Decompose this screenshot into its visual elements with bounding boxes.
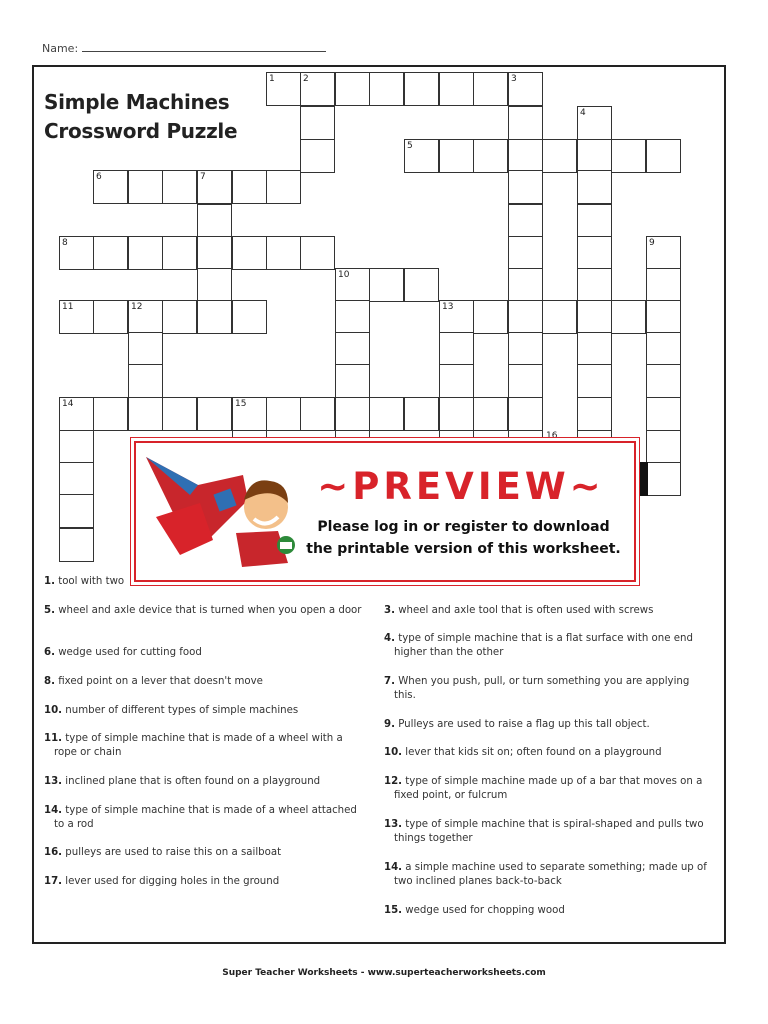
crossword-cell[interactable] <box>439 72 474 106</box>
crossword-cell[interactable] <box>197 236 232 270</box>
crossword-cell[interactable] <box>197 170 232 204</box>
crossword-cell[interactable] <box>232 300 267 334</box>
crossword-cell[interactable] <box>577 139 612 173</box>
clue-item <box>44 732 362 760</box>
clue-text: inclined plane that is often found on a playground <box>62 776 321 787</box>
preview-message-line-2: the printable version of this worksheet. <box>306 541 621 557</box>
clue-text: type of simple machine that is a flat surface with one end higher than the other <box>394 633 693 658</box>
clue-item <box>384 746 714 760</box>
clue-item <box>44 846 362 860</box>
clue-number: 10. <box>384 747 403 758</box>
clue-number: 8. <box>44 676 55 687</box>
cell-number: 16 <box>546 431 558 441</box>
clue-number: 17. <box>44 876 63 887</box>
crossword-cell[interactable] <box>197 204 232 238</box>
crossword-cell[interactable] <box>197 268 232 302</box>
clue-item <box>384 604 714 618</box>
crossword-cell[interactable] <box>439 364 474 398</box>
clue-number: 3. <box>384 605 395 616</box>
superhero-mascot-icon <box>138 445 303 580</box>
crossword-cell[interactable] <box>404 139 439 173</box>
cell-number: 9 <box>649 238 655 248</box>
crossword-cell[interactable] <box>508 300 543 334</box>
crossword-cell[interactable] <box>59 494 94 528</box>
clue-number: 16. <box>44 847 63 858</box>
clue-text: When you push, pull, or turn something you are applying this. <box>394 676 690 701</box>
clue-item <box>44 704 362 718</box>
crossword-cell[interactable] <box>439 139 474 173</box>
clue-text: type of simple machine that is made of a wheel attached to a rod <box>54 805 357 830</box>
clue-text: number of different types of simple machines <box>62 705 299 716</box>
clue-item <box>384 904 714 918</box>
cell-number: 3 <box>511 74 517 84</box>
clue-number: 14. <box>44 805 63 816</box>
clue-number: 1. <box>44 576 55 587</box>
clue-number: 9. <box>384 719 395 730</box>
crossword-cell[interactable] <box>508 268 543 302</box>
crossword-cell[interactable] <box>162 170 197 204</box>
crossword-cell[interactable] <box>611 300 646 334</box>
clue-number: 11. <box>44 733 63 744</box>
clue-number: 4. <box>384 633 395 644</box>
crossword-cell[interactable] <box>93 300 128 334</box>
crossword-cell[interactable] <box>439 300 474 334</box>
crossword-cell[interactable] <box>508 332 543 366</box>
cell-number: 2 <box>303 74 309 84</box>
cell-number: 7 <box>200 172 206 182</box>
crossword-cell[interactable] <box>335 300 370 334</box>
crossword-cell[interactable] <box>266 397 301 431</box>
clue-item <box>384 675 714 703</box>
clue-item <box>44 646 362 660</box>
clue-item <box>44 804 362 832</box>
clue-text: wedge used for cutting food <box>54 647 202 658</box>
crossword-cell[interactable] <box>646 139 681 173</box>
crossword-cell[interactable] <box>577 236 612 270</box>
preview-banner[interactable] <box>134 441 636 582</box>
crossword-cell[interactable] <box>646 268 681 302</box>
clue-item <box>384 861 714 889</box>
crossword-cell[interactable] <box>335 332 370 366</box>
clue-number: 13. <box>44 776 63 787</box>
clue-number: 7. <box>384 676 395 687</box>
crossword-cell[interactable] <box>266 72 301 106</box>
clue-number: 6. <box>44 647 55 658</box>
title-line-1: Simple Machines <box>44 90 230 114</box>
crossword-cell[interactable] <box>266 236 301 270</box>
crossword-cell[interactable] <box>128 332 163 366</box>
crossword-cell[interactable] <box>59 300 94 334</box>
crossword-cell[interactable] <box>577 300 612 334</box>
clue-text: type of simple machine made up of a bar that moves on a fixed point, or fulcrum <box>394 776 703 801</box>
crossword-cell[interactable] <box>197 300 232 334</box>
crossword-cell[interactable] <box>59 430 94 464</box>
clue-text: a simple machine used to separate something; made up of two inclined planes back-to-back <box>394 862 707 887</box>
crossword-cell[interactable] <box>300 139 335 173</box>
crossword-cell[interactable] <box>335 72 370 106</box>
cell-number: 11 <box>62 302 74 312</box>
crossword-cell[interactable] <box>646 430 681 464</box>
clue-item <box>44 604 362 618</box>
crossword-cell[interactable] <box>93 397 128 431</box>
crossword-cell[interactable] <box>508 204 543 238</box>
cell-number: 6 <box>96 172 102 182</box>
crossword-cell[interactable] <box>93 236 128 270</box>
clue-number: 14. <box>384 862 403 873</box>
cell-number: 14 <box>62 399 74 409</box>
clue-text: wedge used for chopping wood <box>402 905 565 916</box>
black-cell <box>636 462 648 496</box>
crossword-cell[interactable] <box>404 268 439 302</box>
crossword-cell[interactable] <box>439 332 474 366</box>
crossword-cell[interactable] <box>577 170 612 204</box>
crossword-cell[interactable] <box>128 300 163 334</box>
crossword-cell[interactable] <box>577 268 612 302</box>
cell-number: 5 <box>407 141 413 151</box>
crossword-cell[interactable] <box>369 72 404 106</box>
crossword-cell[interactable] <box>473 397 508 431</box>
crossword-cell[interactable] <box>59 528 94 562</box>
cell-number: 8 <box>62 238 68 248</box>
crossword-cell[interactable] <box>473 300 508 334</box>
crossword-cell[interactable] <box>128 170 163 204</box>
cell-number: 4 <box>580 108 586 118</box>
clue-text: type of simple machine that is spiral-shaped and pulls two things together <box>394 819 704 844</box>
crossword-cell[interactable] <box>508 139 543 173</box>
cell-number: 1 <box>269 74 275 84</box>
crossword-cell[interactable] <box>300 236 335 270</box>
preview-heading: ~PREVIEW~ <box>317 465 605 508</box>
crossword-cell[interactable] <box>439 397 474 431</box>
crossword-cell[interactable] <box>577 106 612 140</box>
clue-number: 12. <box>384 776 403 787</box>
crossword-cell[interactable] <box>300 106 335 140</box>
crossword-cell[interactable] <box>577 397 612 431</box>
crossword-cell[interactable] <box>646 397 681 431</box>
clue-text: type of simple machine that is made of a wheel with a rope or chain <box>54 733 343 758</box>
crossword-cell[interactable] <box>197 397 232 431</box>
clue-text: fixed point on a lever that doesn't move <box>54 676 263 687</box>
clue-text: lever used for digging holes in the ground <box>62 876 280 887</box>
clue-item <box>384 718 714 732</box>
crossword-cell[interactable] <box>300 397 335 431</box>
crossword-cell[interactable] <box>300 72 335 106</box>
clue-number: 10. <box>44 705 63 716</box>
clue-text: lever that kids sit on; often found on a playground <box>402 747 662 758</box>
crossword-cell[interactable] <box>473 139 508 173</box>
clue-item <box>384 632 714 660</box>
crossword-cell[interactable] <box>162 397 197 431</box>
title-line-2: Crossword Puzzle <box>44 119 238 143</box>
clue-number: 13. <box>384 819 403 830</box>
clue-text: wheel and axle device that is turned when you open a door <box>54 605 362 616</box>
crossword-cell[interactable] <box>646 300 681 334</box>
crossword-cell[interactable] <box>232 170 267 204</box>
clue-text: pulleys are used to raise this on a sailboat <box>62 847 282 858</box>
crossword-cell[interactable] <box>128 397 163 431</box>
crossword-cell[interactable] <box>266 170 301 204</box>
clue-text: tool with two <box>54 576 125 587</box>
crossword-cell[interactable] <box>59 462 94 496</box>
clue-number: 5. <box>44 605 55 616</box>
crossword-cell[interactable] <box>508 364 543 398</box>
crossword-cell[interactable] <box>232 397 267 431</box>
crossword-cell[interactable] <box>542 139 577 173</box>
clue-text: wheel and axle tool that is often used with screws <box>394 605 654 616</box>
crossword-cell[interactable] <box>508 106 543 140</box>
cell-number: 13 <box>442 302 454 312</box>
cell-number: 15 <box>235 399 247 409</box>
crossword-cell[interactable] <box>508 72 543 106</box>
crossword-cell[interactable] <box>128 364 163 398</box>
clue-item <box>44 875 362 889</box>
clue-item <box>44 675 362 689</box>
crossword-cell[interactable] <box>404 397 439 431</box>
name-label: Name: <box>42 42 79 55</box>
cell-number: 10 <box>338 270 350 280</box>
crossword-cell[interactable] <box>335 364 370 398</box>
crossword-cell[interactable] <box>646 462 681 496</box>
footer-credit: Super Teacher Worksheets - www.superteacherworksheets.com <box>222 968 546 978</box>
crossword-cell[interactable] <box>542 300 577 334</box>
crossword-cell[interactable] <box>162 236 197 270</box>
cell-number: 12 <box>131 302 143 312</box>
preview-message-line-1: Please log in or register to download <box>317 519 610 535</box>
crossword-cell[interactable] <box>335 397 370 431</box>
crossword-cell[interactable] <box>577 364 612 398</box>
crossword-cell[interactable] <box>369 397 404 431</box>
clue-list <box>44 575 724 935</box>
crossword-cell[interactable] <box>508 397 543 431</box>
crossword-cell[interactable] <box>369 268 404 302</box>
crossword-cell[interactable] <box>646 364 681 398</box>
crossword-cell[interactable] <box>59 236 94 270</box>
crossword-cell[interactable] <box>59 397 94 431</box>
crossword-cell[interactable] <box>646 236 681 270</box>
crossword-cell[interactable] <box>404 72 439 106</box>
crossword-cell[interactable] <box>646 332 681 366</box>
crossword-cell[interactable] <box>611 139 646 173</box>
crossword-cell[interactable] <box>577 332 612 366</box>
crossword-cell[interactable] <box>232 236 267 270</box>
crossword-cell[interactable] <box>577 204 612 238</box>
crossword-cell[interactable] <box>335 268 370 302</box>
crossword-cell[interactable] <box>162 300 197 334</box>
clue-item <box>44 775 362 789</box>
clue-text: Pulleys are used to raise a flag up this tall object. <box>394 719 650 730</box>
crossword-cell[interactable] <box>508 170 543 204</box>
crossword-cell[interactable] <box>93 170 128 204</box>
clue-item <box>384 818 714 846</box>
clue-item <box>384 775 714 803</box>
crossword-cell[interactable] <box>128 236 163 270</box>
clue-number: 15. <box>384 905 403 916</box>
crossword-cell[interactable] <box>508 236 543 270</box>
crossword-cell[interactable] <box>473 72 508 106</box>
